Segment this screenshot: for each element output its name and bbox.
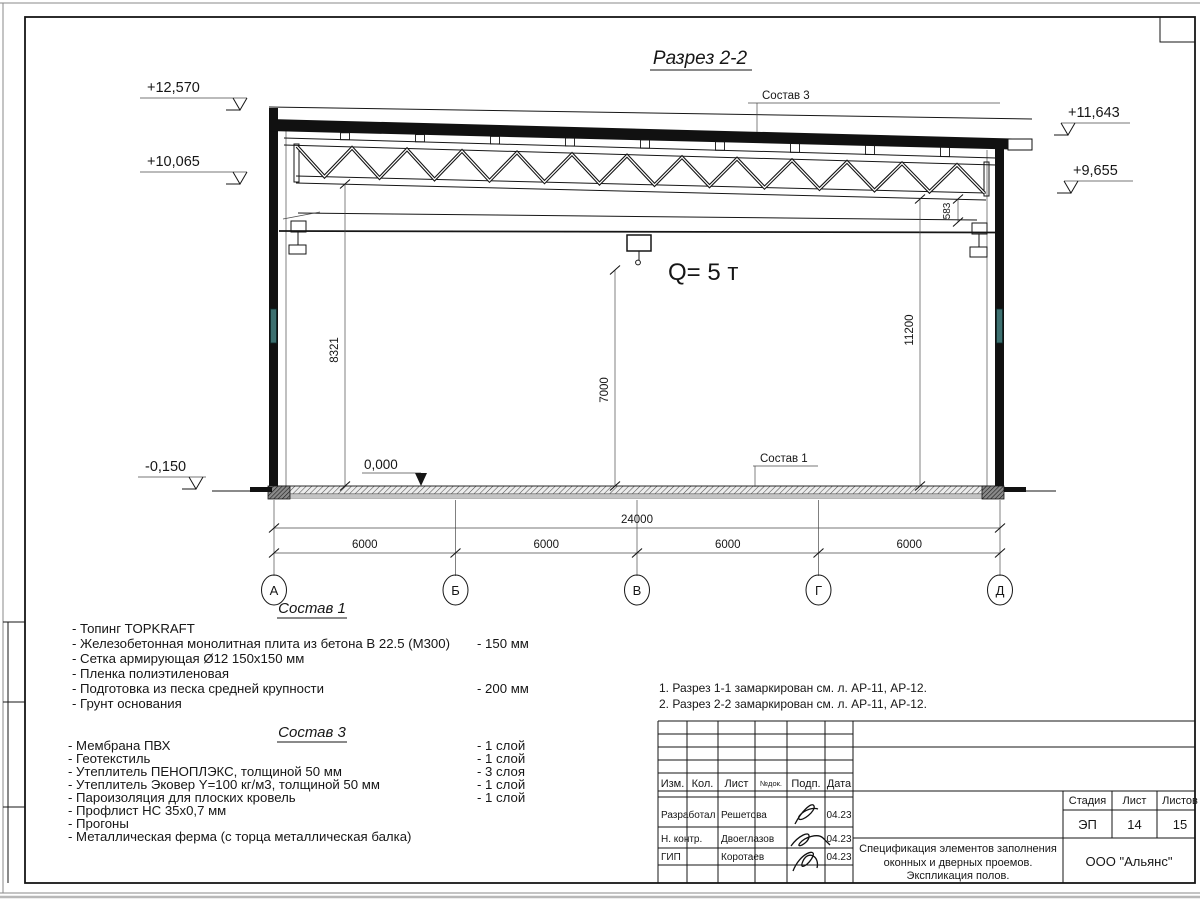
callouts <box>748 90 1000 487</box>
side-stamp <box>3 622 25 883</box>
tb-header-izm: Изм. <box>660 778 685 790</box>
tb-role-ncontrol: Н. контр. <box>661 834 703 845</box>
corner-stamp-box <box>1160 17 1195 42</box>
tb-date-developer: 04.23 <box>826 810 852 821</box>
left-wall-panel-marker <box>271 309 277 343</box>
tb-doc-title-line3: Экспликация полов. <box>906 870 1010 882</box>
list-item-value: - 150 мм <box>477 636 529 651</box>
axis-bubble-v: В <box>632 583 642 598</box>
list-item-value: - 1 слой <box>477 777 526 792</box>
tb-header-data: Дата <box>826 778 852 790</box>
list-item-value: - 1 слой <box>477 790 526 805</box>
left-column <box>269 108 278 490</box>
tb-stage-value: ЭП <box>1078 817 1097 832</box>
crane-hook <box>636 260 641 265</box>
tb-header-list: Лист <box>724 778 749 790</box>
drawing-title: Разрез 2-2 <box>652 48 748 69</box>
list-item: - Сетка армирующая Ø12 150х150 мм <box>72 651 305 666</box>
tb-role-developer: Разработал <box>661 810 716 821</box>
dim-hook-height: 7000 <box>599 377 611 403</box>
dim-right-height: 11200 <box>904 314 916 346</box>
tb-name-developer: Решетова <box>721 810 767 821</box>
zero-level-label: 0,000 <box>364 457 398 472</box>
list-item-value: - 1 слой <box>477 738 526 753</box>
list-item: - Подготовка из песка средней крупности <box>72 681 324 696</box>
list-item: - Геотекстиль <box>68 751 151 766</box>
dim-bay-3: 6000 <box>714 539 741 551</box>
elevation-arrow-icon <box>1054 123 1075 135</box>
list-item: - Топинг TOPKRAFT <box>72 621 195 636</box>
dim-bay-4: 6000 <box>896 539 923 551</box>
axis-bubble-a: А <box>269 583 279 598</box>
notes <box>659 681 927 711</box>
truss-right-end-post <box>984 162 989 196</box>
elevation-arrow-icon <box>182 477 203 489</box>
floor-composition-title: Состав 1 <box>278 600 346 617</box>
tb-sheet-value: 14 <box>1127 817 1142 832</box>
tb-name-gip: Коротаев <box>721 852 765 863</box>
note-line-1: 1. Разрез 1-1 замаркирован см. л. АР-11, АР-12. <box>659 681 927 695</box>
grid-axes <box>262 575 1013 605</box>
tb-header-podp: Подп. <box>791 778 821 790</box>
elevation-right-mid: +9,655 <box>1073 163 1118 179</box>
list-item: - Утеплитель ПЕНОПЛЭКС, толщиной 50 мм <box>68 764 342 779</box>
tb-date-gip: 04.23 <box>826 852 852 863</box>
roof-deck <box>269 107 1032 150</box>
tb-header-kol: Кол. <box>691 778 714 790</box>
tb-role-gip: ГИП <box>661 852 681 863</box>
list-item: - Утеплитель Эковер Y=100 кг/м3, толщиной 50 мм <box>68 777 380 792</box>
vertical-dimensions <box>329 180 963 491</box>
roof-edge-cap <box>1008 139 1032 150</box>
elevation-arrow-icon <box>226 98 247 110</box>
title-block <box>658 721 1198 883</box>
crane-trolley <box>627 235 651 251</box>
building-section <box>212 107 1056 499</box>
tb-sheet-label: Лист <box>1122 795 1147 807</box>
crane-assembly <box>279 212 995 265</box>
list-item-value: - 200 мм <box>477 681 529 696</box>
elevation-arrow-icon <box>226 172 247 184</box>
tb-sheets-label: Листов <box>1162 795 1198 807</box>
roof-composition-list <box>68 724 525 844</box>
list-item-value: - 1 слой <box>477 751 526 766</box>
dim-left-height: 8321 <box>329 337 341 363</box>
list-item: - Пароизоляция для плоских кровель <box>68 790 296 805</box>
dim-truss-end: 583 <box>942 202 953 220</box>
floor-composition-list <box>72 600 529 711</box>
zero-level-arrow-icon <box>415 473 427 486</box>
list-item: - Железобетонная монолитная плита из бетона В 22.5 (М300) <box>72 636 450 651</box>
axis-bubble-g: Г <box>814 583 823 598</box>
dim-bay-1: 6000 <box>351 539 378 551</box>
dim-bay-2: 6000 <box>533 539 560 551</box>
list-item-value: - 3 слоя <box>477 764 525 779</box>
list-item: - Металлическая ферма (с торца металлическая балка) <box>68 829 412 844</box>
elevation-right-top: +11,643 <box>1068 105 1120 121</box>
list-item: - Пленка полиэтиленовая <box>72 666 229 681</box>
tb-doc-title-line2: оконных и дверных проемов. <box>883 857 1033 869</box>
list-item: - Грунт основания <box>72 696 182 711</box>
tb-header-ndok: №док. <box>760 779 782 788</box>
roof-composition-callout: Состав 3 <box>762 90 810 102</box>
floor-slab <box>212 486 1056 499</box>
tb-sheets-value: 15 <box>1172 817 1188 832</box>
right-wall-panel-marker <box>997 309 1003 343</box>
elevation-arrow-icon <box>1057 181 1078 193</box>
roof-composition-title: Состав 3 <box>278 724 346 741</box>
tb-name-ncontrol: Двоеглазов <box>721 834 775 845</box>
signature-marks <box>791 805 830 871</box>
elevation-left-top: +12,570 <box>147 80 200 96</box>
elevation-left-mid: +10,065 <box>147 154 200 170</box>
floor-composition-callout: Состав 1 <box>760 453 808 465</box>
tb-date-ncontrol: 04.23 <box>826 834 852 845</box>
tb-company: ООО "Альянс" <box>1085 854 1173 869</box>
list-item: - Прогоны <box>68 816 129 831</box>
axis-bubble-b: Б <box>451 583 460 598</box>
tb-doc-title-line1: Спецификация элементов заполнения <box>859 843 1057 855</box>
tb-stage-label: Стадия <box>1068 795 1107 807</box>
dim-total-span: 24000 <box>621 514 653 526</box>
note-line-2: 2. Разрез 2-2 замаркирован см. л. АР-11, АР-12. <box>659 697 927 711</box>
axis-bubble-d: Д <box>995 583 1005 598</box>
crane-capacity-label: Q= 5 т <box>668 259 739 286</box>
elevation-left-bottom: -0,150 <box>145 459 187 475</box>
roof-truss <box>284 138 996 200</box>
list-item: - Профлист НС 35х0,7 мм <box>68 803 227 818</box>
list-item: - Мембрана ПВХ <box>68 738 171 753</box>
bottom-dimensions <box>269 500 1005 576</box>
